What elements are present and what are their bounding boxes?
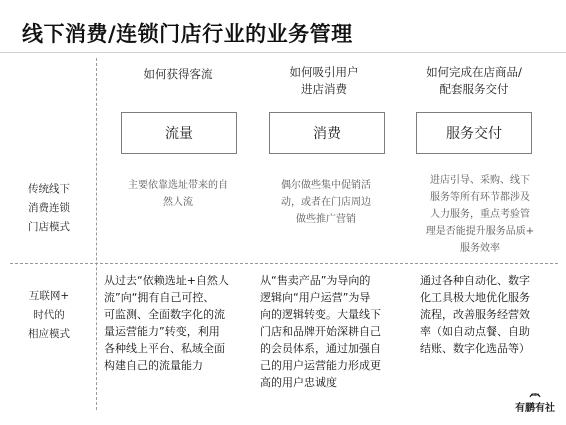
title-divider — [0, 52, 566, 53]
diagram-title: 线下消费/连锁门店行业的业务管理 — [22, 22, 353, 46]
column-header-service-delivery: 如何完成在店商品/ 配套服务交付 — [426, 65, 522, 96]
column-header-traffic: 如何获得客流 — [143, 67, 213, 81]
vertical-divider — [96, 58, 97, 410]
row-label-traditional: 传统线下 消费连锁 门店模式 — [28, 183, 70, 233]
traditional-desc-traffic: 主要依靠选址带来的自 然人流 — [128, 180, 228, 208]
can-logo-icon — [528, 386, 542, 398]
column-header-consumption: 如何吸引用户 进店消费 — [289, 65, 359, 96]
row-label-internet: 互联网+ 时代的 相应模式 — [28, 290, 70, 340]
horizontal-divider — [10, 263, 558, 264]
internet-desc-traffic: 从过去“依赖选址+自然人 流”向“拥有自己可控、 可监测、全面数字化的流 量运营能力”转变，利用 各种线上平台、私域全面 构建自己的流量能力 — [104, 274, 229, 372]
brand-logo — [512, 386, 558, 416]
traditional-desc-consumption: 偶尔做些集中促销活 动，或者在门店周边 做些推广营销 — [281, 180, 371, 225]
logo-text: 有鹏有社 — [515, 403, 555, 414]
box-consumption: 消费 — [269, 112, 385, 154]
internet-desc-service-delivery: 通过各种自动化、数字 化工具极大地优化服务 流程，改善服务经营效 率（如自动点餐、自助 结账、数字化选品等） — [420, 274, 530, 355]
box-traffic: 流量 — [121, 112, 237, 154]
internet-desc-consumption: 从“售卖产品”为导向的 逻辑向“用户运营”为导 向的逻辑转变。大量线下 门店和品牌开始深耕自己 的会员体系，通过加强自 己的用户运营能力形成更 高的用户忠诚度 — [260, 274, 381, 389]
traditional-desc-service-delivery: 进店引导、采购、线下 服务等所有环节都涉及 人力服务，重点考验管 理是否能提升服务品质+ 服务效率 — [425, 175, 535, 254]
box-service-delivery: 服务交付 — [416, 112, 532, 154]
svg-text:CAN: CAN — [530, 393, 540, 397]
